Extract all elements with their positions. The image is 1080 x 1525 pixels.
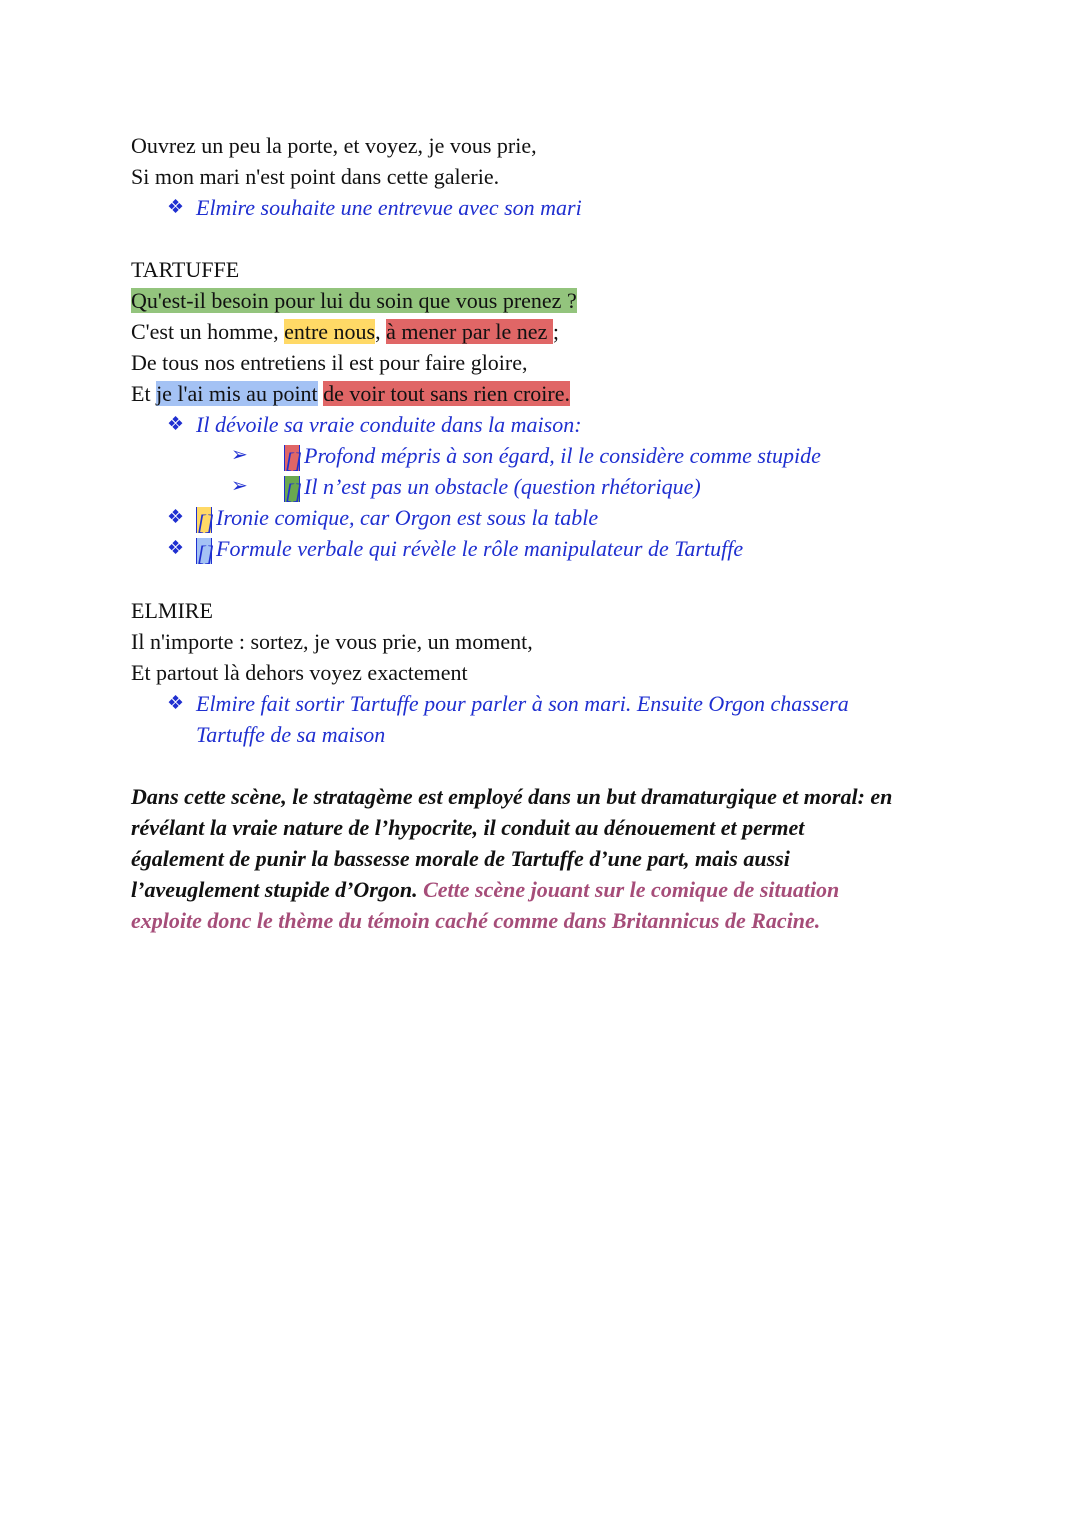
annotation-sub-bullet (131, 471, 991, 502)
color-swatch-blue: [] (196, 538, 212, 564)
verse-text: C'est un homme, (131, 319, 285, 344)
conclusion-line: Dans cette scène, le stratagème est employé dans un but dramaturgique et moral: en (131, 784, 893, 809)
verse-line (131, 316, 991, 347)
verse-line: Ouvrez un peu la porte, et voyez, je vous prie, (131, 133, 537, 158)
diamond-bullet-icon: ❖ (167, 538, 185, 559)
highlight-red: de voir tout sans rien croire. (323, 381, 570, 406)
conclusion-line: révélant la vraie nature de l’hypocrite, il conduit au dénouement et permet (131, 815, 805, 840)
highlight-blue: je l'ai mis au point (156, 381, 318, 406)
document-page (131, 130, 991, 936)
annotation-text: Elmire fait sortir Tartuffe pour parler à son mari. Ensuite Orgon chassera (196, 691, 849, 716)
annotation-bullet (131, 192, 991, 223)
color-swatch-green: [] (284, 476, 300, 502)
diamond-bullet-icon: ❖ (167, 197, 185, 218)
diamond-bullet-icon: ❖ (167, 693, 185, 714)
verse-line: Si mon mari n'est point dans cette galerie. (131, 164, 500, 189)
annotation-text: Ironie comique, car Orgon est sous la table (216, 505, 599, 530)
conclusion-highlight-text: Cette scène jouant sur le comique de situation (417, 877, 840, 902)
conclusion-line (131, 874, 961, 905)
annotation-text: Formule verbale qui révèle le rôle manipulateur de Tartuffe (216, 536, 744, 561)
verse-text: , (375, 319, 387, 344)
highlight-red: à mener par le nez (386, 319, 553, 344)
annotation-bullet (131, 533, 991, 564)
highlight-green: Qu'est-il besoin pour lui du soin que vous prenez ? (131, 288, 577, 313)
annotation-sub-bullet (131, 440, 991, 471)
annotation-text: Il dévoile sa vraie conduite dans la maison: (196, 412, 582, 437)
conclusion-paragraph (131, 781, 961, 936)
annotation-text: Profond mépris à son égard, il le considère comme stupide (304, 443, 821, 468)
conclusion-text: l’aveuglement stupide d’Orgon. (131, 877, 418, 902)
annotation-text: Elmire souhaite une entrevue avec son mari (196, 195, 582, 220)
diamond-bullet-icon: ❖ (167, 507, 185, 528)
verse-line (131, 378, 991, 409)
highlight-yellow: entre nous (284, 319, 376, 344)
annotation-bullet (131, 409, 991, 440)
verse-text: Et (131, 381, 157, 406)
color-swatch-red: [] (284, 445, 300, 471)
diamond-bullet-icon: ❖ (167, 414, 185, 435)
arrow-bullet-icon: ➢ (231, 475, 248, 497)
annotation-bullet (131, 502, 991, 533)
verse-text: ; (552, 319, 559, 344)
conclusion-line: également de punir la bassesse morale de Tartuffe d’une part, mais aussi (131, 846, 790, 871)
verse-line (131, 285, 991, 316)
verse-line: Et partout là dehors voyez exactement (131, 660, 468, 685)
conclusion-highlight-text: exploite donc le thème du témoin caché comme dans Britannicus de Racine. (131, 908, 821, 933)
speaker-name: ELMIRE (131, 598, 213, 623)
verse-line: Il n'importe : sortez, je vous prie, un moment, (131, 629, 533, 654)
annotation-text: Tartuffe de sa maison (196, 722, 386, 747)
arrow-bullet-icon: ➢ (231, 444, 248, 466)
color-swatch-yellow: [] (196, 507, 212, 533)
speaker-name: TARTUFFE (131, 257, 240, 282)
annotation-bullet (131, 688, 991, 750)
verse-line: De tous nos entretiens il est pour faire gloire, (131, 350, 528, 375)
annotation-text: Il n’est pas un obstacle (question rhétorique) (304, 474, 701, 499)
